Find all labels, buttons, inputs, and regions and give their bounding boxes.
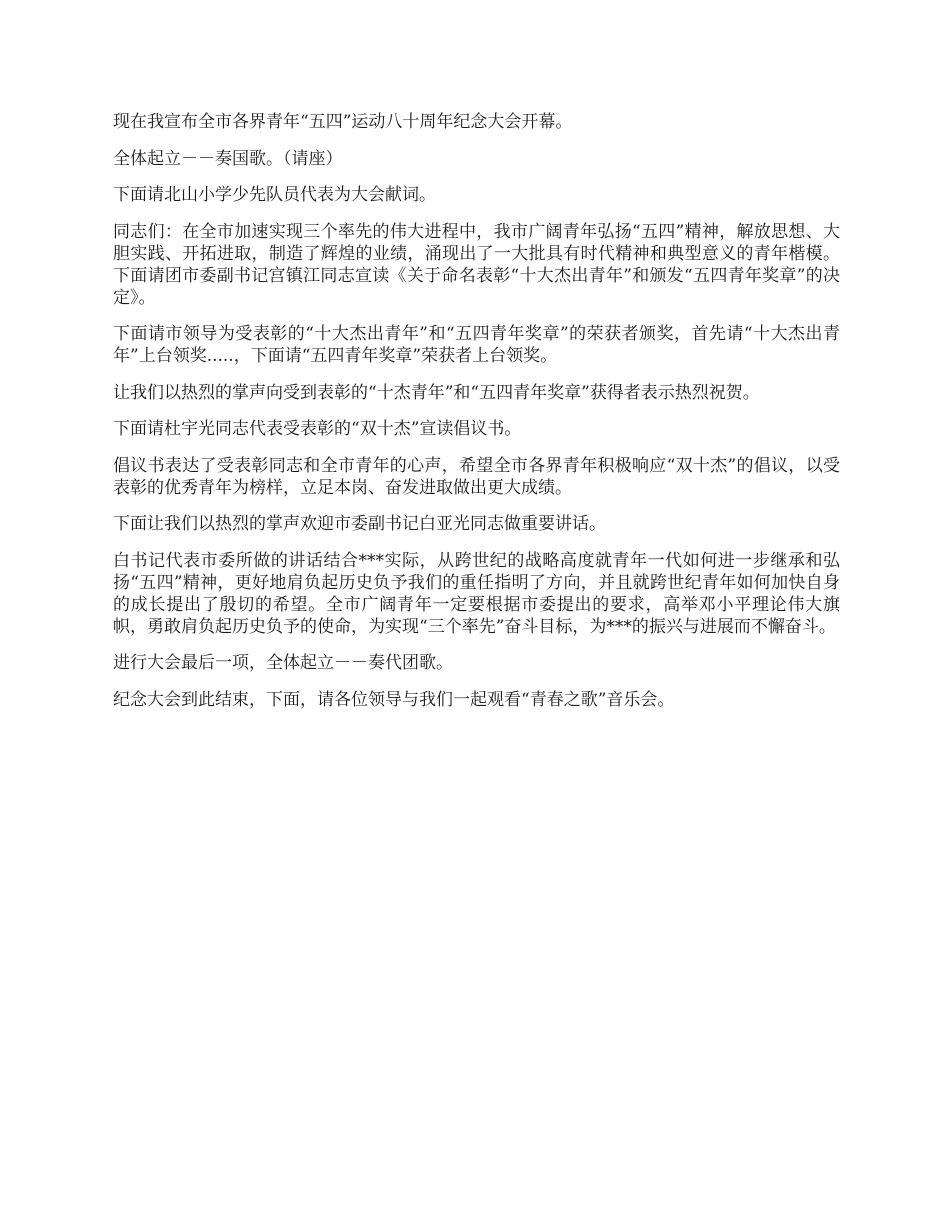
paragraph-comrades: 同志们：在全市加速实现三个率先的伟大进程中，我市广阔青年弘扬“五四”精神，解放思想、大胆实践、开拓进取，制造了辉煌的业绩，涌现出了一大批具有时代精神和典型意义的青年楷模。下面请团市委副书记宫镇江同志宣读《关于命名表彰“十大杰出青年”和颁发“五四青年奖章”的决定》。 <box>113 221 840 308</box>
paragraph-dedication: 下面请北山小学少先队员代表为大会献词。 <box>113 185 436 205</box>
paragraph-awards: 下面请市领导为受表彰的“十大杰出青年”和“五四青年奖章”的荣获者颁奖，首先请“十大杰出青年”上台领奖.....，下面请“五四青年奖章”荣获者上台领奖。 <box>113 324 840 366</box>
paragraph-anthem: 全体起立－－奏国歌。（请座） <box>113 148 343 169</box>
paragraph-speech-intro: 下面让我们以热烈的掌声欢迎市委副书记白亚光同志做重要讲话。 <box>113 514 606 534</box>
paragraph-opening: 现在我宣布全市各界青年“五四”运动八十周年纪念大会开幕。 <box>113 112 573 132</box>
paragraph-final-item: 进行大会最后一项，全体起立－－奏代团歌。 <box>113 653 453 673</box>
paragraph-proposal-reading: 下面请杜宇光同志代表受表彰的“双十杰”宣读倡议书。 <box>113 419 522 439</box>
paragraph-proposal-summary: 倡议书表达了受表彰同志和全市青年的心声，希望全市各界青年积极响应“双十杰”的倡议，以受表彰的优秀青年为榜样，立足本岗、奋发进取做出更大成绩。 <box>113 455 840 498</box>
paragraph-speech-summary: 白书记代表市委所做的讲话结合***实际，从跨世纪的战略高度就青年一代如何进一步继承和弘扬“五四”精神，更好地肩负起历史负予我们的重任指明了方向，并且就跨世纪青年如何加快自身的成长提出了殷切的希望。全市广阔青年一定要根据市委提出的要求，高举邓小平理论伟大旗帜，勇敢肩负起历史负予的使命，为实现“三个率先”奋斗目标，为***的振兴与进展而不懈奋斗。 <box>113 550 840 637</box>
document-body <box>113 111 840 725</box>
paragraph-closing: 纪念大会到此结束，下面，请各位领导与我们一起观看“青春之歌”音乐会。 <box>113 689 675 710</box>
paragraph-congratulations: 让我们以热烈的掌声向受到表彰的“十杰青年”和“五四青年奖章”获得者表示热烈祝贺。 <box>113 382 760 403</box>
